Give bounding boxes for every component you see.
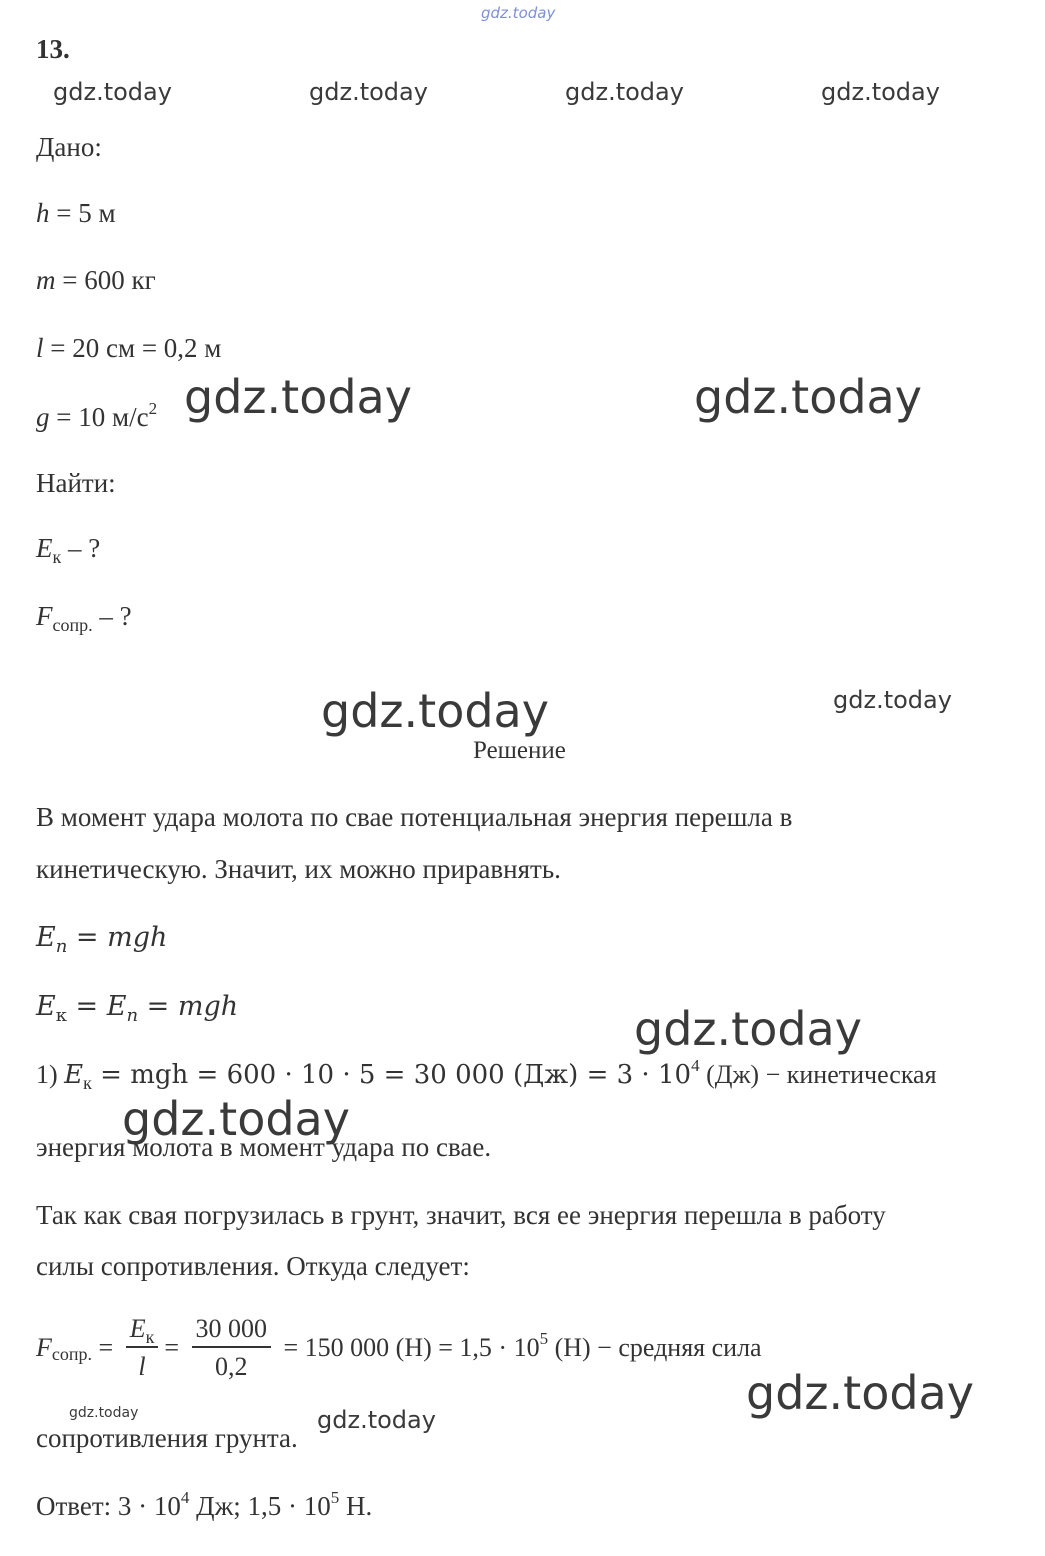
step1-calculation: 1) $E_к$ = mgh = 600 · 10 · 5 = 30 000 $(Дж) = 3 \cdot 10^4$ (Дж) − кинетическая <box>36 1056 937 1093</box>
watermark: gdz.today <box>821 78 940 106</box>
watermark: gdz.today <box>317 1406 436 1434</box>
solution-heading: Решение <box>473 737 566 764</box>
given-m: m = 600 кг <box>36 265 156 295</box>
solution-para2-line2: силы сопротивления. Откуда следует: <box>36 1251 470 1281</box>
fraction-values: $\frac{30 000}{0,2}$ <box>192 1316 272 1380</box>
fraction-ek-over-l: $\frac{E_к}{l}$ <box>126 1316 159 1380</box>
watermark-large: gdz.today <box>746 1366 974 1420</box>
find-f: $F_{сопр.}$ – ? <box>36 601 132 635</box>
watermark: gdz.today <box>53 78 172 106</box>
given-g: g = 10 $м/с^2$ <box>36 399 158 432</box>
watermark-large: gdz.today <box>694 370 922 424</box>
given-l: l = 20 см = 0,2 м <box>36 333 222 363</box>
equation-kinetic-energy: $E_к = E_n$ = mgh <box>36 991 239 1026</box>
problem-number: 13. <box>36 34 70 64</box>
watermark-large: gdz.today <box>321 684 549 738</box>
find-heading: Найти: <box>36 468 116 498</box>
step2-calculation: $F_{сопр.}$ = $\frac{E_к}{l}$ = $\frac{30 000}{0,2}$ = 150 000 $(Н) = 1,5 \cdot 10^5$ (Н) − средняя сила <box>36 1314 762 1381</box>
watermark-top: gdz.today <box>481 4 556 22</box>
watermark-large: gdz.today <box>634 1002 862 1056</box>
find-ek: $E_к$ – ? <box>36 533 101 567</box>
equation-potential-energy: $E_n$ = mgh <box>36 922 168 957</box>
answer: Ответ: $3 \cdot 10^4$ Дж; $1,5 \cdot 10^5$ Н. <box>36 1488 373 1521</box>
step1-line2: энергия молота в момент удара по свае. <box>36 1132 492 1162</box>
given-heading: Дано: <box>36 132 102 162</box>
solution-para1-line2: кинетическую. Значит, их можно приравнять. <box>36 854 561 884</box>
solution-para2-line1: Так как свая погрузилась в грунт, значит, вся ее энергия перешла в работу <box>36 1200 886 1230</box>
given-h: h = 5 м <box>36 198 116 228</box>
watermark-large: gdz.today <box>184 370 412 424</box>
watermark-small: gdz.today <box>69 1405 139 1421</box>
watermark: gdz.today <box>833 686 952 714</box>
solution-para1-line1: В момент удара молота по свае потенциальная энергия перешла в <box>36 802 793 832</box>
watermark: gdz.today <box>565 78 684 106</box>
watermark: gdz.today <box>309 78 428 106</box>
step2-line2: сопротивления грунта. <box>36 1423 298 1453</box>
watermark-large: gdz.today <box>122 1092 350 1146</box>
